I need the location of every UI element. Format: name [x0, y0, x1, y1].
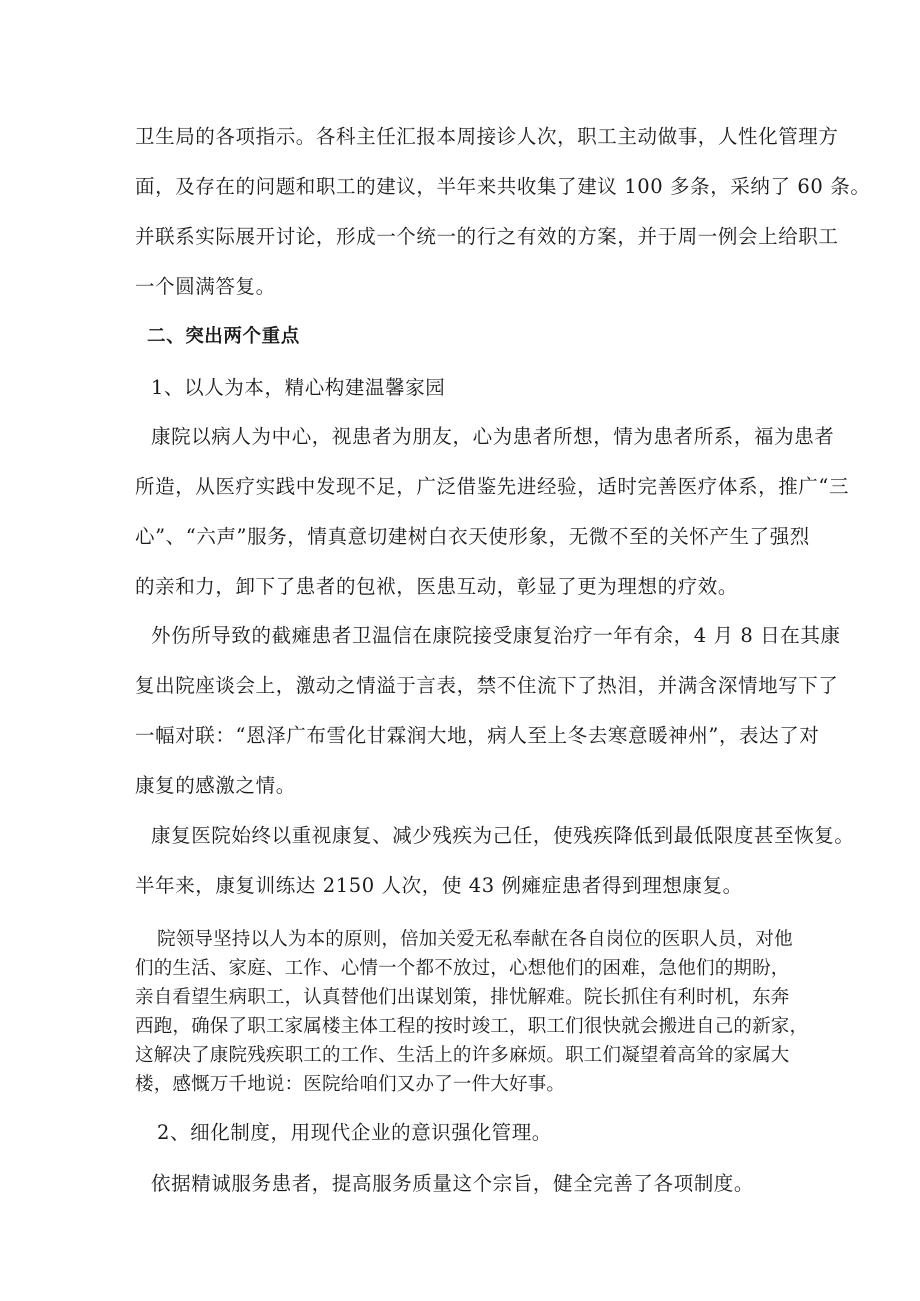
paragraph-1-line-1: 卫生局的各项指示。各科主任汇报本周接诊人次，职工主动做事，人性化管理方 [135, 125, 839, 148]
section-heading: 二、突出两个重点 [147, 326, 300, 347]
paragraph-1-line-3: 并联系实际展开讨论，形成一个统一的行之有效的方案，并于周一例会上给职工 [135, 225, 839, 248]
paragraph-3-line-1: 外伤所导致的截瘫患者卫温信在康院接受康复治疗一年有余，4 月 8 日在其康 [151, 624, 841, 647]
paragraph-5-line-5: 这解决了康院残疾职工的工作、生活上的许多麻烦。职工们凝望着高耸的家属大 [135, 1045, 790, 1066]
paragraph-2-line-2: 所造，从医疗实践中发现不足，广泛借鉴先进经验，适时完善医疗体系，推广“三 [135, 475, 850, 498]
paragraph-4-line-1: 康复医院始终以重视康复、减少残疾为己任，使残疾降低到最低限度甚至恢复。 [151, 824, 855, 847]
paragraph-1-line-2: 面，及存在的问题和职工的建议，半年来共收集了建议 100 多条，采纳了 60 条。 [135, 175, 871, 198]
paragraph-3-line-3: 一幅对联：“恩泽广布雪化甘霖润大地，病人至上冬去寒意暖神州”，表达了对 [135, 724, 820, 747]
paragraph-3-line-2: 复出院座谈会上，激动之情溢于言表，禁不住流下了热泪，并满含深情地写下了 [135, 674, 839, 697]
paragraph-1-line-4: 一个圆满答复。 [135, 275, 276, 298]
paragraph-5-line-6: 楼，感慨万千地说：医院给咱们又办了一件大好事。 [135, 1074, 566, 1095]
paragraph-2-line-4: 的亲和力，卸下了患者的包袱，医患互动，彰显了更为理想的疗效。 [135, 575, 739, 598]
subheading-2: 2、细化制度，用现代企业的意识强化管理。 [157, 1121, 552, 1144]
subheading-1: 1、以人为本，精心构建温馨家园 [151, 376, 446, 399]
paragraph-5-line-3: 亲自看望生病职工，认真替他们出谋划策，排忧解难。院长抓住有利时机，东奔 [135, 987, 790, 1008]
paragraph-2-line-1: 康院以病人为中心，视患者为朋友，心为患者所想，情为患者所系，福为患者 [151, 425, 835, 448]
paragraph-4-line-2: 半年来，康复训练达 2150 人次，使 43 例瘫症患者得到理想康复。 [135, 874, 743, 897]
paragraph-2-line-3: 心”、“六声”服务，情真意切建树白衣天使形象，无微不至的关怀产生了强烈 [135, 525, 810, 548]
paragraph-5-line-2: 们的生活、家庭、工作、心情一个都不放过，心想他们的困难，急他们的期盼， [135, 958, 790, 979]
paragraph-5-line-4: 西跑，确保了职工家属楼主体工程的按时竣工，职工们很快就会搬进自己的新家， [135, 1016, 809, 1037]
paragraph-5-line-1: 院领导坚持以人为本的原则，倍加关爱无私奉献在各自岗位的医职人员，对他 [157, 929, 793, 950]
paragraph-6-line-1: 依据精诚服务患者，提高服务质量这个宗旨，健全完善了各项制度。 [151, 1172, 755, 1195]
paragraph-3-line-4: 康复的感激之情。 [135, 774, 296, 797]
